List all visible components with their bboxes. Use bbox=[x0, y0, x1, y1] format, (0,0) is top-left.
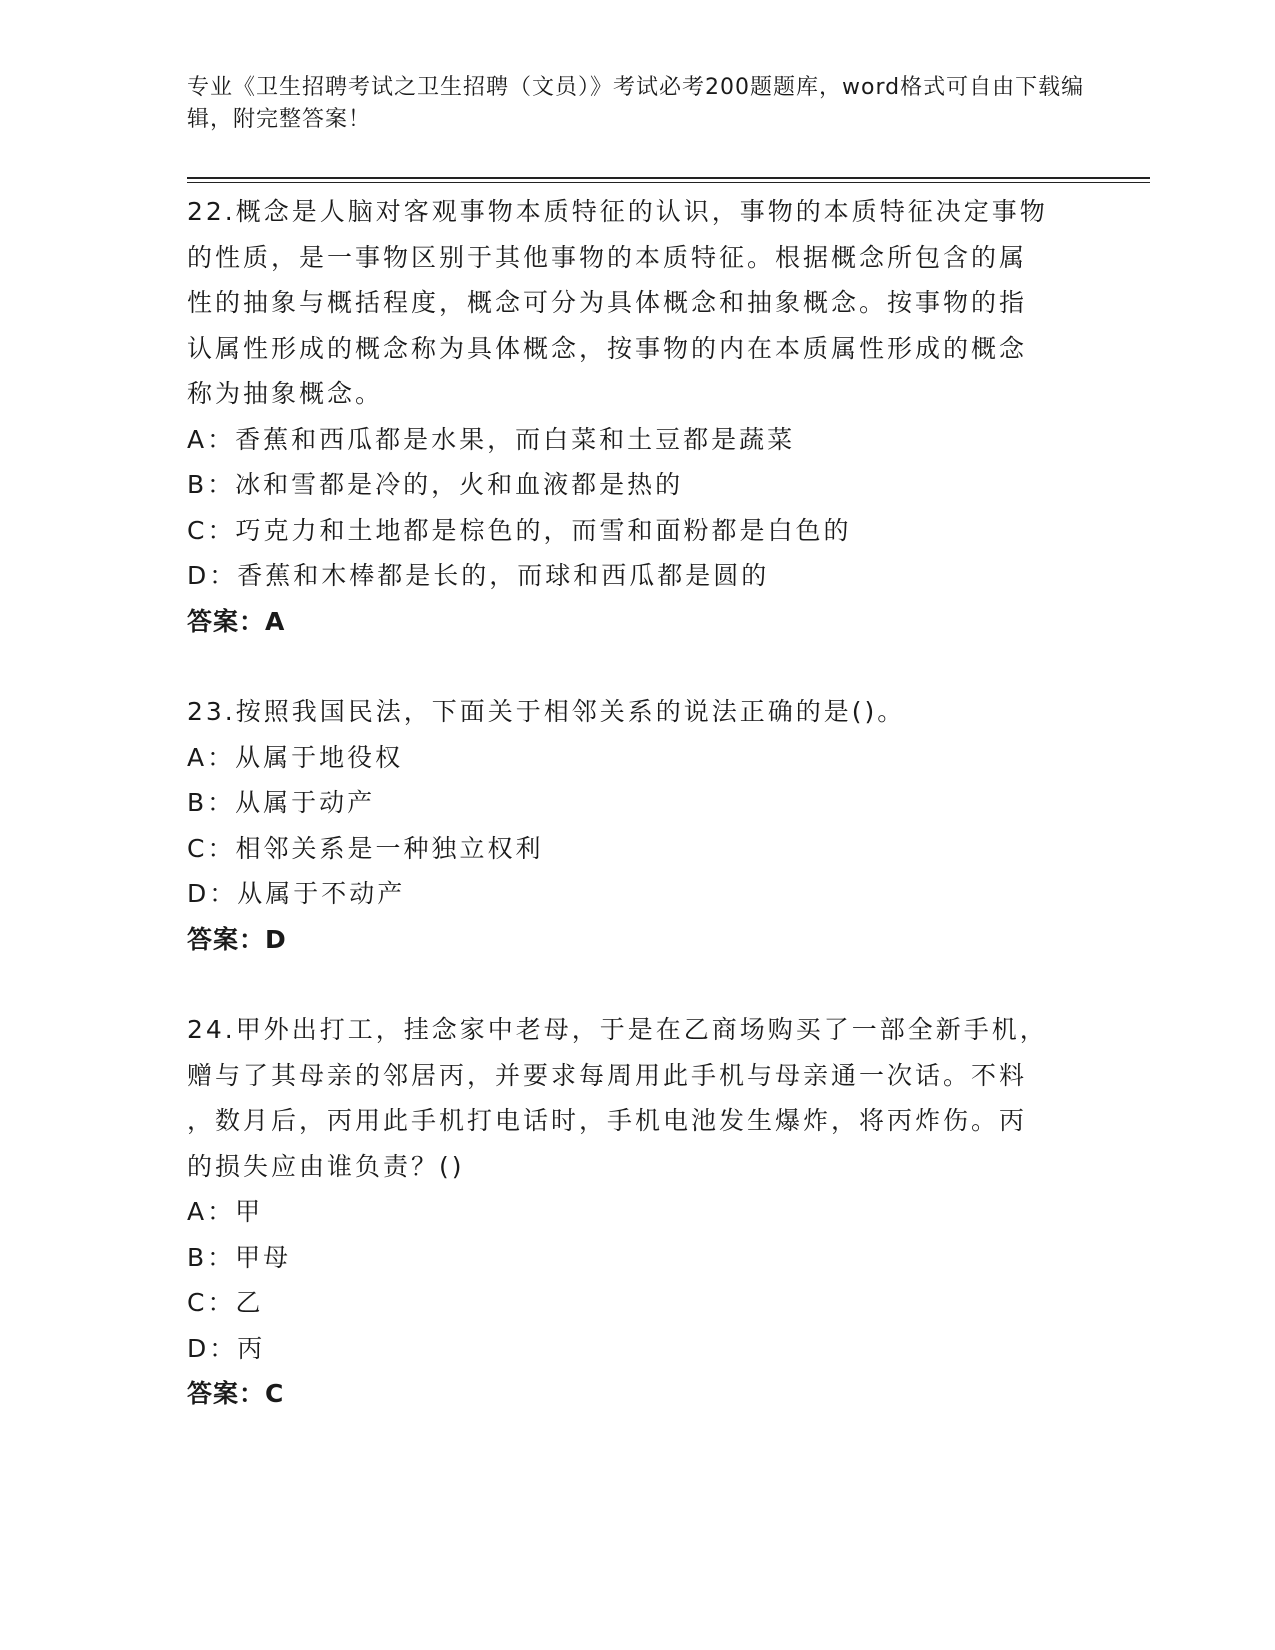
question-text-line: 称为抽象概念。 bbox=[187, 379, 384, 408]
option-b: B：甲母 bbox=[187, 1242, 292, 1272]
header-rule-thin bbox=[187, 182, 1150, 183]
option-a: A：从属于地役权 bbox=[187, 742, 404, 772]
option-b: B：冰和雪都是冷的，火和血液都是热的 bbox=[187, 470, 684, 499]
question-text-line: 认属性形成的概念称为具体概念，按事物的内在本质属性形成的概念 bbox=[187, 333, 1028, 363]
question-text-line: 赠与了其母亲的邻居丙，并要求每周用此手机与母亲通一次话。不料 bbox=[187, 1060, 1028, 1090]
option-c: C：乙 bbox=[187, 1288, 264, 1317]
option-d: D：丙 bbox=[187, 1333, 266, 1363]
question-22 bbox=[187, 189, 1087, 644]
answer: 答案：C bbox=[187, 1379, 285, 1408]
option-d: D：香蕉和木棒都是长的，而球和西瓜都是圆的 bbox=[187, 561, 770, 590]
answer: 答案：D bbox=[187, 924, 287, 954]
question-text-line: 的损失应由谁负责？() bbox=[187, 1151, 465, 1181]
question-text-line: 性的抽象与概括程度，概念可分为具体概念和抽象概念。按事物的指 bbox=[187, 288, 1028, 317]
question-text-line: ，数月后，丙用此手机打电话时，手机电池发生爆炸，将丙炸伤。丙 bbox=[187, 1106, 1028, 1135]
document-header bbox=[187, 72, 1087, 136]
question-text-line: 22.概念是人脑对客观事物本质特征的认识，事物的本质特征决定事物 bbox=[187, 197, 1048, 226]
option-a: A：香蕉和西瓜都是水果，而白菜和土豆都是蔬菜 bbox=[187, 424, 796, 454]
answer: 答案：A bbox=[187, 606, 286, 636]
option-c: C：相邻关系是一种独立权利 bbox=[187, 833, 544, 863]
option-a: A：甲 bbox=[187, 1197, 264, 1226]
option-b: B：从属于动产 bbox=[187, 788, 376, 817]
document-title: 专业《卫生招聘考试之卫生招聘（文员）》考试必考200题题库，word格式可自由下载编辑，附完整答案！ bbox=[187, 75, 1085, 132]
header-rule-thick bbox=[187, 177, 1150, 179]
option-d: D：从属于不动产 bbox=[187, 879, 406, 908]
question-text-line: 23.按照我国民法，下面关于相邻关系的说法正确的是()。 bbox=[187, 697, 906, 726]
question-23 bbox=[187, 689, 1087, 962]
question-text-line: 的性质，是一事物区别于其他事物的本质特征。根据概念所包含的属 bbox=[187, 242, 1028, 272]
option-c: C：巧克力和土地都是棕色的，而雪和面粉都是白色的 bbox=[187, 515, 852, 545]
question-list bbox=[187, 189, 1087, 1417]
question-text-line: 24.甲外出打工，挂念家中老母，于是在乙商场购买了一部全新手机， bbox=[187, 1015, 1048, 1044]
question-24 bbox=[187, 1007, 1087, 1417]
